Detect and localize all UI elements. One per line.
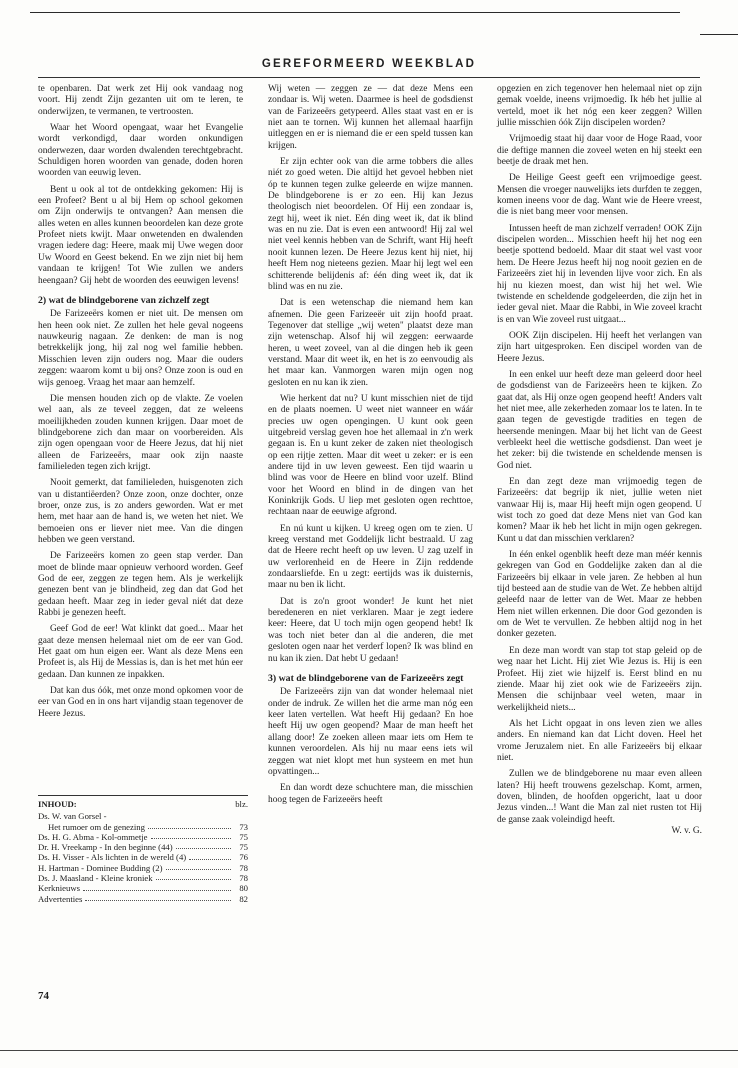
toc-entry-page: 75: [239, 842, 248, 853]
paragraph: opgezien en zich tegenover hen helemaal niet op zijn gemak voelde, ineens vrijmoedig. Ik héb het jullie al verteld, moet ik het nóg een keer zeggen? Willen jullie misschien óók Zijn discipelen worden?: [497, 84, 702, 129]
toc-rule: [38, 795, 248, 796]
toc-entry-page: 80: [239, 883, 248, 894]
toc-page-label: blz.: [235, 799, 248, 809]
toc-entry: [38, 883, 248, 893]
toc-entry: [38, 894, 248, 904]
paragraph: Bent u ook al tot de ontdekking gekomen: Hij is een Profeet? Bent u al bij Hem op school gekomen om Zijn onderwijs te ontvangen? Aan mensen die alles weten en alles kunnen beoordelen kan deze grote Profeet niets kwijt. Maar onwetenden en dwalenden vragen iedere dag: Heere, maak mij Uwe wegen door Uw Woord en Geest bekend. En we zijn niet bij hem vandaan te krijgen! Tot Wie zullen we anders heengaan? Gij hebt de woorden des eeuwigen levens!: [38, 184, 243, 286]
toc-entry-page: 82: [239, 893, 248, 904]
toc-leader: [148, 828, 231, 829]
paragraph: Dat kan dus óók, met onze mond opkomen voor de eer van God en in ons hart vijandig staan tegenover de Heere Jezus.: [38, 686, 243, 719]
toc-leader: [176, 848, 231, 849]
toc-leader: [166, 869, 232, 870]
column-3: [497, 84, 702, 837]
paragraph: De Farizeeërs zijn van dat wonder helemaal niet onder de indruk. Ze willen het die arme man nóg een keer laten vertellen. Wat heeft Hij gedaan? En hoe heeft Hij uw ogen geopend? Maar de man heeft het allang door! Ze zoeken alleen maar iets om Hem te kunnen veroordelen. Als hij nu maar eens iets wil zeggen wat niet klopt met hun systeem en met hun opvattingen...: [268, 687, 473, 777]
toc-heading: INHOUD:: [38, 799, 77, 809]
paragraph: In een enkel uur heeft deze man geleerd door heel de godsdienst van de Farizeeërs heen te kijken. Zo gaat dat, als Hij onze ogen geopend heeft! Anders valt het niet mee, alle zekerheden zomaar los te laten. In te gaan tegen de gevestigde tradities en tegen de heersende meningen. Maar bij het licht van de Geest verbleekt heel die wettische godsdienst. Dan weet je het zeker: bij die twistende en scheldende mensen is God niet.: [497, 369, 702, 471]
section-heading: 2) wat de blindgeborene van zichzelf zegt: [38, 294, 210, 306]
paragraph: Wie herkent dat nu? U kunt misschien niet de tijd en de plaats noemen. U weet niet wanneer en wáár precies uw ogen opengingen. U kunt ook geen uitgebreid verslag geven hoe het allemaal in z'n werk gegaan is. En u kunt zeker de zaken niet theologisch op een rijtje zetten. Maar dit weet u zeker: er is een andere tijd in uw leven geweest. Een tijd waarin u blind was voor de Heere en blind voor uzelf. Blind voor het Woord en blind in de dingen van het Koninkrijk Gods. U liep met gesloten ogen rechttoe, rechtaan naar de eeuwige afgrond.: [268, 393, 473, 518]
toc-entry-title: Ds. W. van Gorsel -: [38, 811, 107, 822]
paragraph: Als het Licht opgaat in ons leven zien we alles anders. En niemand kan dat Licht doven. Heel het vrome Jeruzalem niet. En alle Farizeeërs bij elkaar niet.: [497, 718, 702, 763]
paragraph: Intussen heeft de man zichzelf verraden! OOK Zijn discipelen worden... Misschien heeft hij het nog een beetje spottend bedoeld. Maar dit staat wel vast voor hem. De Heere Jezus heeft hij nog nooit gezien en de Farizeeërs ziet hij in levenden lijve voor zich. En als hij nu kiezen moest, dan wist hij het wel. Wie twistende en scheldende godgeleerden, die zijn het in ieder geval niet. Maar die Rabbi, in Wie zoveel kracht is en van Wie zoveel rust uitgaat...: [497, 223, 702, 325]
toc-entry: [38, 811, 248, 821]
toc-entry: [38, 822, 248, 832]
column-1: [38, 84, 243, 720]
author-signature: W. v. G.: [671, 825, 702, 836]
toc-leader: [151, 838, 231, 839]
toc-entry-title: Ds. H. Visser - Als lichten in de wereld (4): [38, 852, 187, 863]
paragraph: Vrijmoedig staat hij daar voor de Hoge Raad, voor die deftige mannen die zoveel weten en hij steekt een beetje de draak met hen.: [497, 134, 702, 168]
toc-entry-title: Ds. J. Maasland - Kleine kroniek: [38, 873, 153, 884]
paragraph: De Heilige Geest geeft een vrijmoedige geest. Mensen die vroeger nauwelijks iets durfden te zeggen, komen ineens voor de dag. Want wie de Heere vreest, die is niet bang meer voor mensen.: [497, 173, 702, 218]
top-edge-line-right: [700, 34, 738, 35]
toc-entry: [38, 873, 248, 883]
toc-entry-page: 76: [239, 852, 248, 863]
toc-leader: [83, 890, 231, 891]
paragraph: En dan wordt deze schuchtere man, die misschien hoog tegen de Farizeeërs heeft: [268, 783, 473, 805]
toc-leader: [156, 879, 231, 880]
toc-leader: [85, 900, 231, 901]
header-rule: [38, 77, 700, 78]
paragraph: OOK Zijn discipelen. Hij heeft het verlangen van zijn hart uitgesproken. Een discipel worden van de Heere Jezus.: [497, 330, 702, 364]
paragraph: Nooit gemerkt, dat familieleden, huisgenoten zich van u distantiëerden? Onze zoon, onze dochter, onze broer, onze zus, is zo anders geworden. Wat er met hem, met haar aan de hand is, we weten het niet. We bemoeien ons er liever niet mee. Van die dingen hebben we geen verstand.: [38, 478, 243, 545]
paragraph: Waar het Woord opengaat, waar het Evangelie wordt verkondigd, daar worden onkundigen onderwezen, daar worden dwalenden terechtgebracht. Schuldigen horen woorden van genade, doden horen woorden van eeuwig leven.: [38, 123, 243, 179]
toc-entry-page: 73: [239, 821, 248, 832]
paragraph: Wij weten — zeggen ze — dat deze Mens een zondaar is. Wij weten. Daarmee is heel de godsdienst van de Farizeeërs getypeerd. Alles staat vast en er is niet aan te tornen. Wij kunnen het allemaal haarfijn uitleggen en er is niemand die er een speld tussen kan krijgen.: [268, 84, 473, 151]
bottom-edge-line: [0, 1050, 738, 1051]
paragraph: Er zijn echter ook van die arme tobbers die alles niét zo goed weten. Die altijd het gevoel hebben niet óp te kunnen tegen zulke geleerde en wijze mannen. De blindgeborene is er zo een. Hij kan Jezus theologisch niet beoordelen. Of Hij een zondaar is, zegt hij, weet ik niet. Eén ding weet ik, dat ik blind was en nu zie. Dat is even een antwoord! Hij zal wel niet veel kennis hebben van de Schrift, want Hij heeft nooit kunnen lezen. De Heere Jezus kent hij niet, hij heeft Hem nog nieteens gezien. Maar hij legt wel een schitterende belijdenis af: één ding weet ik, dat ik blind was en nu zie.: [268, 157, 473, 292]
paragraph: Zullen we de blindgeborene nu maar even alleen laten? Hij heeft trouwens gezelschap. Komt, armen, doven, blinden, de hoofden opgericht, laat u door Jezus vinden...! Want die Man zal niet rusten tot Hij de ganse zaak voleindigd heeft.: [497, 769, 702, 825]
paragraph: En deze man wordt van stap tot stap geleid op de weg naar het Licht. Hij ziet Wie Jezus is. Hij is een Profeet. Hij ziet wie hijzelf is. Eerst blind en nu ziende. Maar hij ziet ook wie de Farizeeërs zijn. Mensen die schijnbaar veel weten, maar in werkelijkheid niets...: [497, 645, 702, 713]
toc-entry-title: Het rumoer om de genezing: [48, 821, 145, 832]
paragraph: In één enkel ogenblik heeft deze man méér kennis gekregen van God en Goddelijke zaken dan al die Farizeeërs bij elkaar in vele jaren. Ze hebben al hun tijd besteed aan de studie van de Wet. Ze hebben altijd geleefd naar de letter van de Wet. Maar ze hebben Hem niet willen erkennen. Die door God gezonden is om de Wet te vervullen. Ze hebben altijd nog in het donker gezeten.: [497, 550, 702, 640]
paragraph: De Farizeeërs komen er niet uit. De mensen om hen heen ook niet. Ze zullen het hele geval nogeens nauwkeurig nagaan. Ze denken: de man is nog betrekkelijk jong, hij zal nog wel familie hebben. Misschien leven zijn ouders nog. Maar die ouders zeggen: waarom komt u bij ons? Onze zoon is oud en wijs genoeg. Vraag het maar aan hemzelf.: [38, 309, 243, 388]
paragraph: Dat is zo'n groot wonder! Je kunt het niet beredeneren en niet verklaren. Maar je zegt iedere keer: Heere, dat U toch mijn ogen geopend hebt! Ik was toch niet beter dan al die anderen, die met gesloten ogen naar het verderf lopen? Ik was blind en nu kan ik zien. Dat hebt U gedaan!: [268, 596, 473, 664]
toc-header: [38, 799, 248, 809]
paragraph: De Farizeeërs komen zo geen stap verder. Dan moet de blinde maar opnieuw verhoord worden. Geef God de eer, zeggen ze tegen hem. Als je werkelijk genezen bent van je blindheid, zeg dan dat God het gedaan heeft. Maar zeg in ieder geval niét dat deze Rabbi je genezen heeft.: [38, 551, 243, 619]
toc-entry-title: Kerknieuws: [38, 883, 80, 894]
paragraph: te openbaren. Dat werk zet Hij ook vandaag nog voort. Hij zendt Zijn gezanten uit om te leren, te onderwijzen, te vermanen, te vertroosten.: [38, 84, 243, 117]
toc-entry-title: H. Hartman - Dominee Budding (2): [38, 862, 163, 873]
paragraph: Dat is een wetenschap die niemand hem kan afnemen. Die geen Farizeeër uit zijn hoofd praat. Tegenover dat stellige „wij weten" plaatst deze man zijn wetenschap. Alsof hij wil zeggen: eerwaarde heren, u weet zoveel, van al die dingen heb ik geen verstand. Maar dit weet ik, en het is zo eenvoudig als het maar kan. Vanmorgen waren mijn ogen nog gesloten en nu kan ik zien.: [268, 298, 473, 388]
top-edge-line: [30, 12, 680, 13]
toc-entry-title: Dr. H. Vreekamp - In den beginne (44): [38, 842, 173, 853]
toc-leader: [189, 859, 231, 860]
toc-entry-page: 78: [239, 862, 248, 873]
toc-entry: [38, 863, 248, 873]
paragraph: Die mensen houden zich op de vlakte. Ze voelen wel aan, als ze teveel zeggen, dat ze weleens moeilijkheden zouden kunnen krijgen. Daar moet de blindgeborene zich dan maar on voorbereiden. Als zijn ogen opengaan voor de Heere Jezus, dat hij niet alleen de Farizeeërs, maar ook zijn naaste familieleden tegen zich krijgt.: [38, 393, 243, 472]
toc-entry-page: 75: [239, 831, 248, 842]
paragraph: En dan zegt deze man vrijmoedig tegen de Farizeeërs: dat begrijp ik niet, jullie weten niet vanwaar Hij is, maar Hij heeft mijn ogen geopend. U wist toch zo goed dat deze Mens niet van God kan komen? Maar ik heb het licht in mijn ogen gekregen. Kunt u dat dan misschien verklaren?: [497, 477, 702, 544]
toc-entry: [38, 852, 248, 862]
table-of-contents: [38, 795, 248, 904]
publication-title: GEREFORMEERD WEEKBLAD: [261, 58, 477, 70]
toc-entry-title: Ds. H. G. Abma - Kol-ommetje: [38, 831, 148, 842]
section-heading: 3) wat de blindgeborene van de Farizeeërs zegt: [268, 672, 464, 684]
paragraph: En nú kunt u kijken. U kreeg ogen om te zien. U kreeg verstand met Goddelijk licht bestraald. U zag dat de Heere recht heeft op uw leven. U zag uzelf in uw verlorenheid en de Heere in Zijn reddende zondaarsliefde. En u zegt: eertijds was ik duisternis, maar nu ben ik licht.: [268, 523, 473, 591]
toc-entry-title: Advertenties: [38, 893, 83, 904]
column-2: [268, 84, 473, 806]
toc-entry: [38, 832, 248, 842]
page-number: 74: [38, 990, 49, 1002]
paragraph: Geef God de eer! Wat klinkt dat goed... Maar het gaat deze mensen helemaal niet om de eer van God. Het gaat om hun eigen eer. Want als deze Mens een Profeet is, als Hij de Messias is, dan is het met hún eer gedaan. Dan kunnen ze inpakken.: [38, 624, 243, 680]
toc-entry-page: 78: [239, 873, 248, 884]
toc-entry: [38, 842, 248, 852]
